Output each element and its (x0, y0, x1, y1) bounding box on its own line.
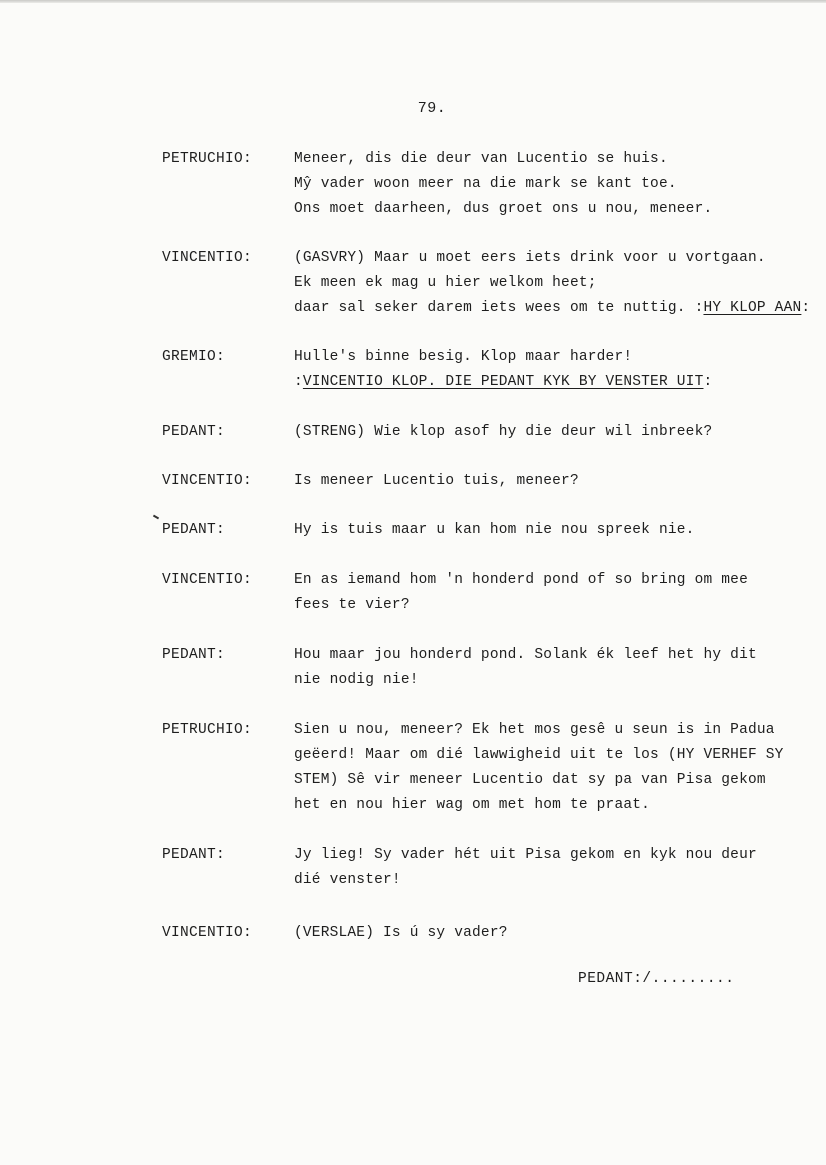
line-segment: Mŷ vader woon meer na die mark se kant toe. (294, 176, 677, 192)
line-segment: Hy is tuis maar u kan hom nie nou spreek nie. (294, 522, 695, 538)
dialogue-text (294, 643, 794, 693)
dialogue-line (294, 172, 794, 197)
dialogue-text (294, 420, 794, 445)
page-top-edge (0, 0, 826, 3)
dialogue-text (294, 469, 794, 494)
speaker-name: VINCENTIO: (162, 572, 253, 588)
dialogue-line (294, 370, 794, 395)
line-segment: Jy lieg! Sy vader hét uit Pisa gekom en kyk nou deur (294, 847, 757, 863)
dialogue-line (294, 518, 794, 543)
line-segment: : (801, 300, 811, 316)
line-segment: Hulle's binne besig. Klop maar harder! (294, 349, 633, 365)
line-segment: (VERSLAE) Is ú sy vader? (294, 925, 508, 941)
line-segment: Is meneer Lucentio tuis, meneer? (294, 473, 579, 489)
dialogue-line (294, 868, 794, 893)
line-segment: STEM) Sê vir meneer Lucentio dat sy pa van Pisa gekom (294, 772, 766, 788)
dialogue-text (294, 568, 794, 618)
dialogue-text (294, 246, 811, 321)
speaker-name: VINCENTIO: (162, 925, 253, 941)
speaker-name: GREMIO: (162, 349, 226, 365)
dialogue-line (294, 420, 794, 445)
dialogue-text (294, 147, 794, 222)
line-segment: Ons moet daarheen, dus groet ons u nou, meneer. (294, 201, 713, 217)
dialogue-line (294, 345, 794, 370)
dialogue-line (294, 843, 794, 868)
dialogue-line (294, 147, 794, 172)
dialogue-line (294, 793, 794, 818)
speaker-name: VINCENTIO: (162, 250, 253, 266)
line-segment: (STRENG) Wie klop asof hy die deur wil inbreek? (294, 424, 713, 440)
pencil-tick-mark (153, 515, 159, 520)
speaker-name: VINCENTIO: (162, 473, 253, 489)
dialogue-line (294, 197, 794, 222)
line-segment: (GASVRY) Maar u moet eers iets drink voor u vortgaan. (294, 250, 766, 266)
line-segment: dié venster! (294, 872, 401, 888)
dialogue-line (294, 246, 794, 271)
dialogue-line (294, 593, 794, 618)
dialogue-line (294, 643, 794, 668)
dialogue-text (294, 921, 794, 946)
line-segment: daar sal seker darem iets wees om te nuttig. : (294, 300, 704, 316)
line-segment: Sien u nou, meneer? Ek het mos gesê u seun is in Padua (294, 722, 775, 738)
speaker-name: PEDANT: (162, 647, 226, 663)
speaker-name: PETRUCHIO: (162, 722, 253, 738)
line-segment: nie nodig nie! (294, 672, 419, 688)
dialogue-text (294, 843, 794, 893)
catchword: PEDANT:/......... (578, 971, 735, 987)
speaker-name: PEDANT: (162, 847, 226, 863)
line-segment: Ek meen ek mag u hier welkom heet; (294, 275, 597, 291)
line-segment: : (294, 374, 303, 390)
page-number: 79. (417, 100, 447, 117)
stage-direction-underlined: VINCENTIO KLOP. DIE PEDANT KYK BY VENSTER UIT (302, 374, 704, 390)
dialogue-line (294, 296, 811, 321)
speaker-name: PEDANT: (162, 522, 226, 538)
dialogue-line (294, 743, 794, 768)
line-segment: fees te vier? (294, 597, 410, 613)
dialogue-line (294, 568, 794, 593)
line-segment: geëerd! Maar om dié lawwigheid uit te los (HY VERHEF SY (294, 747, 784, 763)
stage-direction-underlined: HY KLOP AAN (703, 300, 802, 316)
dialogue-line (294, 718, 794, 743)
dialogue-line (294, 768, 794, 793)
dialogue-line (294, 271, 794, 296)
dialogue-line (294, 469, 794, 494)
dialogue-line (294, 668, 794, 693)
line-segment: Meneer, dis die deur van Lucentio se huis. (294, 151, 668, 167)
line-segment: En as iemand hom 'n honderd pond of so bring om mee (294, 572, 748, 588)
dialogue-text (294, 518, 794, 543)
speaker-name: PEDANT: (162, 424, 226, 440)
dialogue-line (294, 921, 794, 946)
dialogue-text (294, 718, 794, 818)
line-segment: Hou maar jou honderd pond. Solank ék leef het hy dit (294, 647, 757, 663)
speaker-name: PETRUCHIO: (162, 151, 253, 167)
line-segment: : (703, 374, 713, 390)
dialogue-text (294, 345, 794, 395)
line-segment: het en nou hier wag om met hom te praat. (294, 797, 651, 813)
